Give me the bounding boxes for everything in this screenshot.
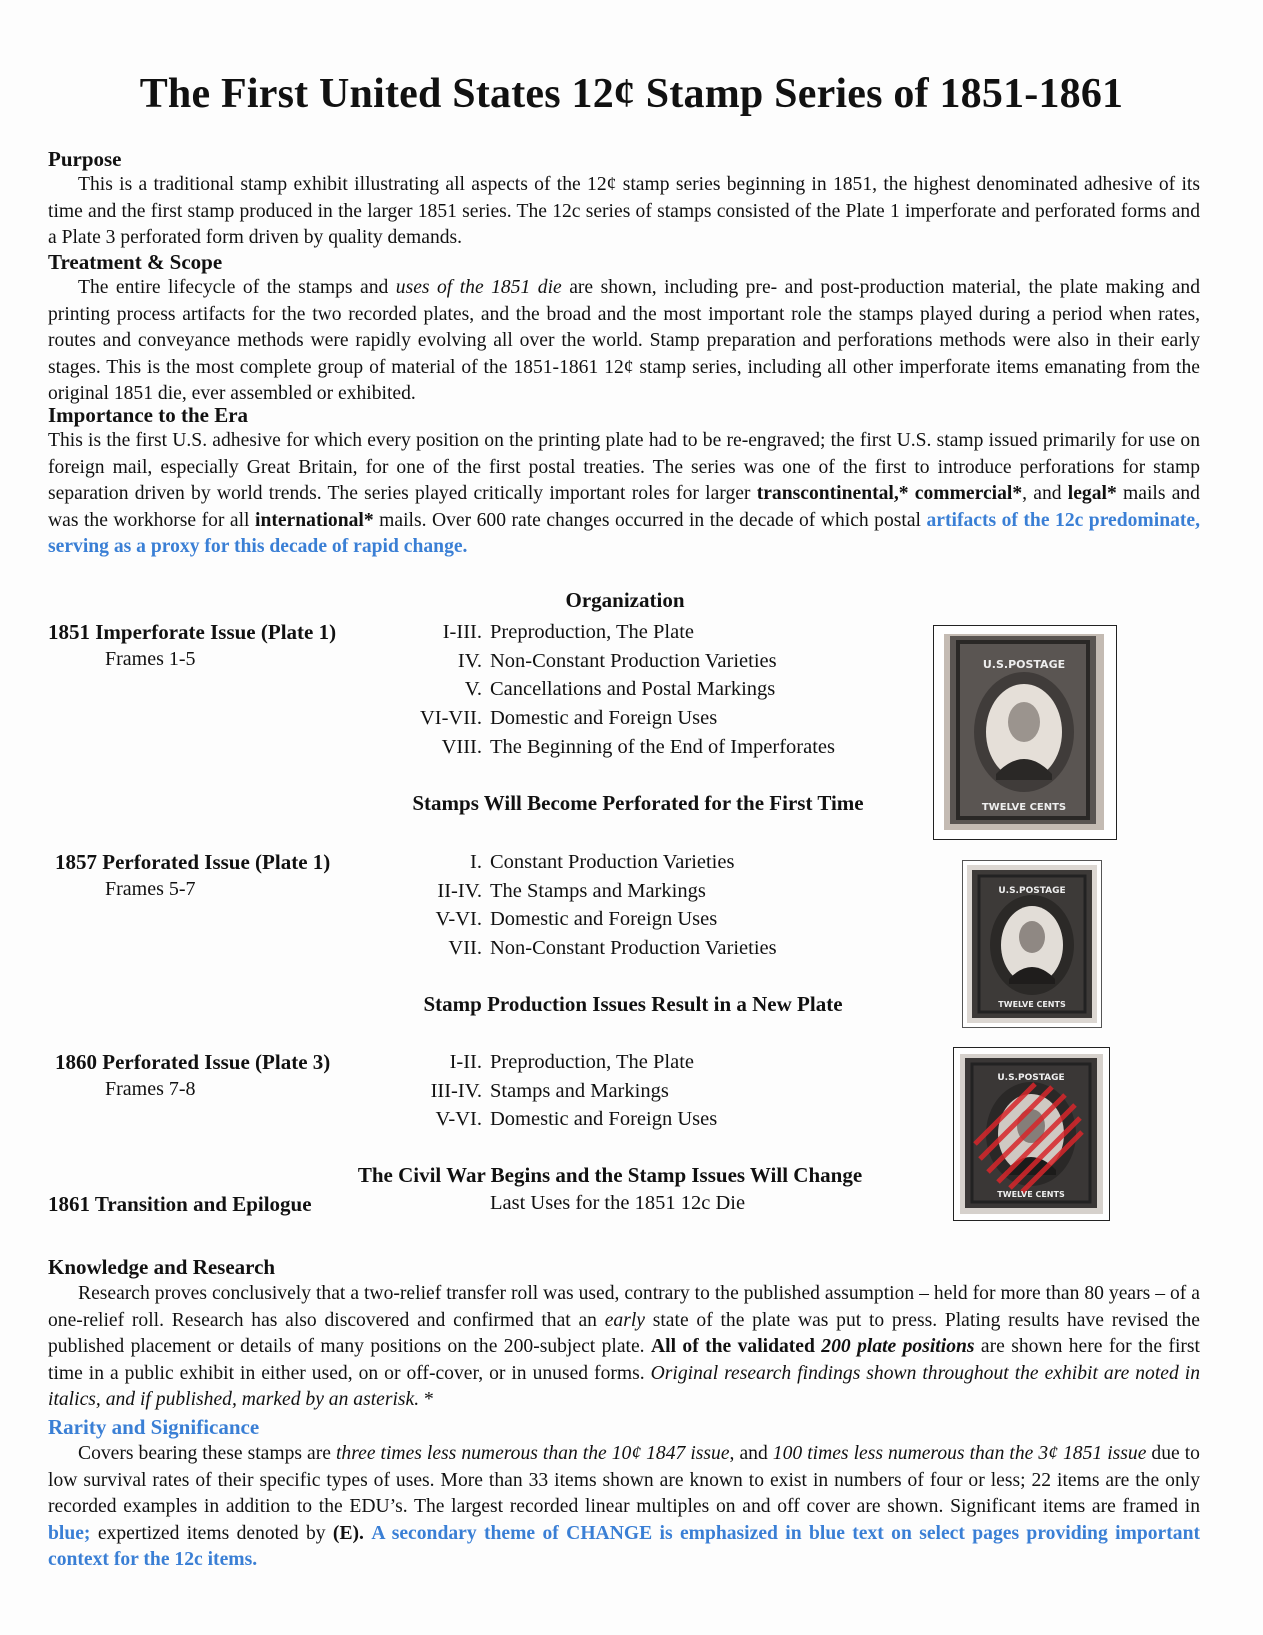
purpose-heading: Purpose — [48, 147, 122, 171]
org-row-number: I. — [470, 851, 482, 873]
transition-civil-war: The Civil War Begins and the Stamp Issues Will Change — [357, 1163, 863, 1187]
org-row-label: Non-Constant Production Varieties — [490, 649, 777, 672]
org-row-number: V-VI. — [435, 1108, 482, 1131]
org-row-label: Preproduction, The Plate — [490, 1051, 695, 1073]
issue-1857-frames: Frames 5-7 — [105, 878, 196, 900]
org-row-number: III-IV. — [430, 1079, 482, 1102]
importance-text: This is the first U.S. adhesive for which every position on the printing plate had to be re-engraved; the first U.S. stamp issued primarily for use on foreign mail, especially Great Britain, for one of the first postal treaties. The series was one of the first to introduce perforations for stamp separation driven by world trends. The series played critically important roles for larger transcontinental,* commercial*, and legal* mails and was the workhorse for all international* mails. Over 600 rate changes occurred in the decade of which postal artifacts of the 12c predominate, serving as a proxy for this decade of rapid change. — [48, 430, 1201, 557]
transition-new-plate: Stamp Production Issues Result in a New Plate — [423, 992, 843, 1016]
org-row-number: VI-VII. — [419, 707, 482, 730]
issue-1860-frames: Frames 7-8 — [105, 1078, 196, 1100]
purpose-text: This is a traditional stamp exhibit illustrating all aspects of the 12¢ stamp series beginning in 1851, the highest denominated adhesive of its time and the first stamp produced in the larger 1851 series. The 12c series of stamps consisted of the Plate 1 imperforate and perforated forms and a Plate 3 perforated form driven by quality demands. — [48, 174, 1200, 248]
organization-heading: Organization — [565, 588, 685, 612]
treatment-heading: Treatment & Scope — [48, 250, 223, 274]
knowledge-heading: Knowledge and Research — [48, 1255, 276, 1279]
org-row-number: VIII. — [441, 735, 482, 758]
issue-1861-title: 1861 Transition and Epilogue — [48, 1192, 312, 1216]
org-row — [380, 1048, 920, 1076]
secondary-theme-text: A secondary theme of CHANGE is emphasized in blue text on select pages providing important context for the 12c items. — [48, 1522, 1200, 1570]
org-row — [380, 877, 920, 905]
org-row-label: Domestic and Foreign Uses — [490, 707, 718, 730]
stamp-1860-bottom-text: TWELVE CENTS — [997, 1190, 1065, 1199]
stamp-1860-top-text: U.S.POSTAGE — [997, 1073, 1065, 1083]
org-row-label: Cancellations and Postal Markings — [490, 678, 776, 701]
org-row — [380, 1077, 920, 1105]
stamp-1860-image — [960, 1054, 1103, 1214]
rarity-heading: Rarity and Significance — [48, 1415, 260, 1439]
org-row — [380, 905, 920, 933]
org-row-label: Stamps and Markings — [490, 1079, 669, 1102]
org-row — [380, 934, 920, 962]
stamp-1851-frame — [933, 625, 1117, 840]
org-row-label: The Stamps and Markings — [490, 879, 706, 902]
stamp-1857-top-text: U.S.POSTAGE — [998, 886, 1066, 896]
org-row — [380, 848, 920, 876]
treatment-text: The entire lifecycle of the stamps and uses of the 1851 die are shown, including pre- and post-production material, the plate making and printing process artifacts for the two recorded plates, and the broad and the most important role the stamps played during a period when rates, routes and conveyance methods were rapidly evolving all over the world. Stamp preparation and perforations methods were also in their early stages. This is the most complete group of material of the 1851-1861 12¢ stamp series, including all other imperforate items emanating from the original 1851 die, ever assembled or exhibited. — [48, 277, 1200, 404]
org-row-number: I-III. — [442, 621, 482, 643]
org-row — [380, 618, 920, 646]
issue-1861-label: Last Uses for the 1851 12c Die — [490, 1192, 746, 1214]
page-title: The First United States 12¢ Stamp Series of 1851-1861 — [139, 71, 1124, 117]
org-row-label: Domestic and Foreign Uses — [490, 1108, 718, 1131]
stamp-1857-bottom-text: TWELVE CENTS — [998, 1000, 1066, 1009]
stamp-1851-bottom-text: TWELVE CENTS — [981, 802, 1067, 813]
knowledge-text: Research proves conclusively that a two-relief transfer roll was used, contrary to the published assumption – held for more than 80 years – of a one-relief roll. Research has also discovered and confirmed that an early state of the plate was put to press. Plating results have revised the published placement or details of many positions on the 200-subject plate. All of the validated 200 plate positions are shown here for the first time in a public exhibit in either used, on or off-cover, or in unused forms. Original research findings shown throughout the exhibit are noted in italics, and if published, marked by an asterisk. * — [48, 1283, 1201, 1410]
issue-1851-frames: Frames 1-5 — [105, 648, 196, 670]
org-row-number: II-IV. — [437, 879, 482, 902]
org-row-label: Constant Production Varieties — [490, 851, 735, 873]
org-row — [380, 675, 920, 703]
org-row-label: Preproduction, The Plate — [490, 621, 695, 643]
org-row-number: V. — [464, 678, 482, 701]
change-theme-text: artifacts of the 12c predominate, serving as a proxy for this decade of rapid change. — [48, 509, 1201, 557]
issue-1851-title: 1851 Imperforate Issue (Plate 1) — [48, 620, 337, 644]
rarity-text: Covers bearing these stamps are three times less numerous than the 10¢ 1847 issue, and 100 times less numerous than the 3¢ 1851 issue due to low survival rates of their specific types of uses. More than 33 items shown are known to exist in numbers of four or less; 22 items are the only recorded examples in addition to the EDU’s. The largest recorded linear multiples on and off cover are shown. Significant items are framed in blue; expertized items denoted by (E). A secondary theme of CHANGE is emphasized in blue text on select pages providing important context for the 12c items. — [48, 1443, 1200, 1570]
stamp-1857-image — [967, 865, 1097, 1023]
transition-perforated: Stamps Will Become Perforated for the First Time — [412, 791, 864, 815]
stamp-1857-frame — [962, 860, 1102, 1028]
issue-1857-title: 1857 Perforated Issue (Plate 1) — [55, 850, 331, 874]
stamp-1860-frame — [953, 1047, 1110, 1221]
issue-1860-title: 1860 Perforated Issue (Plate 3) — [55, 1050, 331, 1074]
org-row-number: VII. — [448, 937, 482, 960]
org-row — [380, 647, 920, 675]
org-row-number: I-II. — [449, 1051, 482, 1073]
org-row-number: V-VI. — [435, 908, 482, 931]
stamp-1851-image — [944, 634, 1104, 830]
org-row-label: The Beginning of the End of Imperforates — [490, 735, 835, 758]
org-row-number: IV. — [457, 649, 482, 672]
org-row — [380, 1105, 920, 1133]
stamp-1851-top-text: U.S.POSTAGE — [982, 658, 1066, 671]
org-row — [380, 704, 920, 732]
importance-heading: Importance to the Era — [48, 403, 249, 427]
org-row-label: Domestic and Foreign Uses — [490, 908, 718, 931]
org-row — [380, 733, 920, 761]
org-row-label: Non-Constant Production Varieties — [490, 937, 777, 960]
